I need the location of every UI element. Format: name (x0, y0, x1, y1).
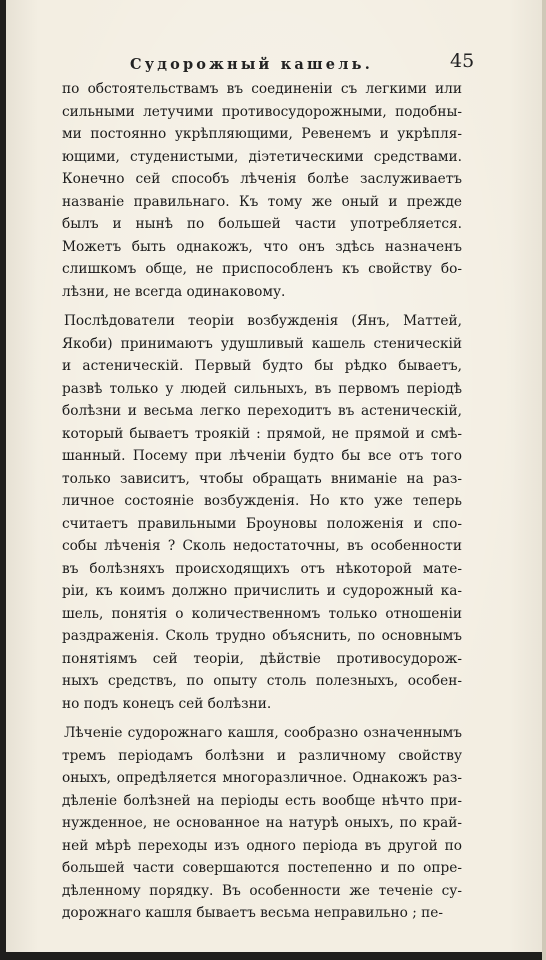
running-title: Судорожный кашель. (130, 56, 373, 73)
text-line: Конечно сей способъ лѣченія болѣе заслуживаетъ (62, 171, 462, 187)
text-line: ріи, къ коимъ должно причислить и судорожный ка- (62, 583, 462, 599)
text-line: только зависитъ, чтобы обращать вниманіе на раз- (62, 470, 462, 487)
text-line: но подъ конецъ сей болѣзни. (62, 695, 272, 712)
text-line: дѣленному порядку. Въ особенности же теченіе су- (62, 882, 462, 899)
paragraph-gap (62, 715, 462, 722)
text-line: ющими, студенистыми, діэтетическими средствами. (62, 148, 462, 165)
paragraph (62, 78, 462, 303)
paragraph (62, 310, 462, 715)
text-line: шель, понятія о количественномъ только отношеніи (62, 605, 462, 622)
text-line: Лѣченіе судорожнаго кашля, сообразно означеннымъ (64, 725, 462, 741)
text-line: былъ и нынѣ по большей части употребляется. (62, 216, 462, 232)
page-header (130, 50, 475, 78)
text-line: и астеническій. Первый будто бы рѣдко бываетъ, (62, 358, 462, 374)
body-text (62, 78, 462, 925)
text-line: Можетъ быть однакожъ, что онъ здѣсь назначенъ (62, 238, 462, 255)
text-line: шанный. Посему при лѣченіи будто бы все отъ того (62, 448, 462, 464)
text-line: дѣленіе болѣзней на періоды есть вообще нѣчто при- (62, 792, 462, 809)
text-line: собы лѣченія ? Сколь недостаточны, въ особенности (62, 538, 462, 554)
text-line: развѣ только у людей сильныхъ, въ первомъ періодѣ (62, 380, 462, 397)
text-line: слишкомъ обще, не приспособленъ къ свойству бо- (62, 261, 462, 277)
paragraph (62, 722, 462, 925)
text-line: считаетъ правильными Броуновы положенія и спо- (62, 515, 462, 532)
text-line: сильными летучими противосудорожными, подобны- (62, 103, 462, 120)
text-line: понятіямъ сей теоріи, дѣйствіе противосудорож- (62, 650, 462, 667)
text-line: раздраженія. Сколь трудно объяснить, по основнымъ (62, 628, 462, 644)
text-line: большей части совершаются постепенно и по опре- (62, 860, 462, 876)
text-line: Послѣдователи теоріи возбужденія (Янъ, Маттей, (64, 313, 462, 329)
text-line: лѣзни, не всегда одинаковому. (62, 283, 286, 300)
text-line: въ болѣзняхъ происходящихъ отъ нѣкоторой мате- (62, 560, 462, 577)
text-line: ныхъ средствъ, по опыту столь полезныхъ, особен- (62, 673, 462, 689)
page-number: 45 (450, 50, 475, 72)
text-line: дорожнаго кашля бываетъ весьма неправильно ; пе- (62, 905, 444, 921)
text-line: который бываетъ троякій : прямой, не прямой и смѣ- (62, 425, 462, 442)
text-line: Якоби) принимаютъ удушливый кашель стеническій (62, 335, 462, 352)
text-line: оныхъ, опредѣляется многоразличное. Однакожъ раз- (62, 770, 462, 786)
text-line: названіе правильнаго. Къ тому же оный и прежде (62, 193, 462, 210)
text-line: нужденное, не основанное на натурѣ оныхъ, по край- (62, 815, 462, 831)
text-line: болѣзни и весьма легко переходитъ въ астеническій, (62, 403, 462, 419)
text-line: ней мѣрѣ переходы изъ одного періода въ другой по (62, 837, 462, 854)
page-edge (542, 0, 546, 960)
text-line: ми постоянно укрѣпляющими, Ревенемъ и укрѣпля- (62, 126, 462, 142)
text-line: по обстоятельствамъ въ соединеніи съ легкими или (62, 81, 462, 97)
paragraph-gap (62, 303, 462, 310)
text-line: тремъ періодамъ болѣзни и различному свойству (62, 747, 462, 764)
text-line: личное состояніе возбужденія. Но кто уже теперь (62, 493, 462, 509)
